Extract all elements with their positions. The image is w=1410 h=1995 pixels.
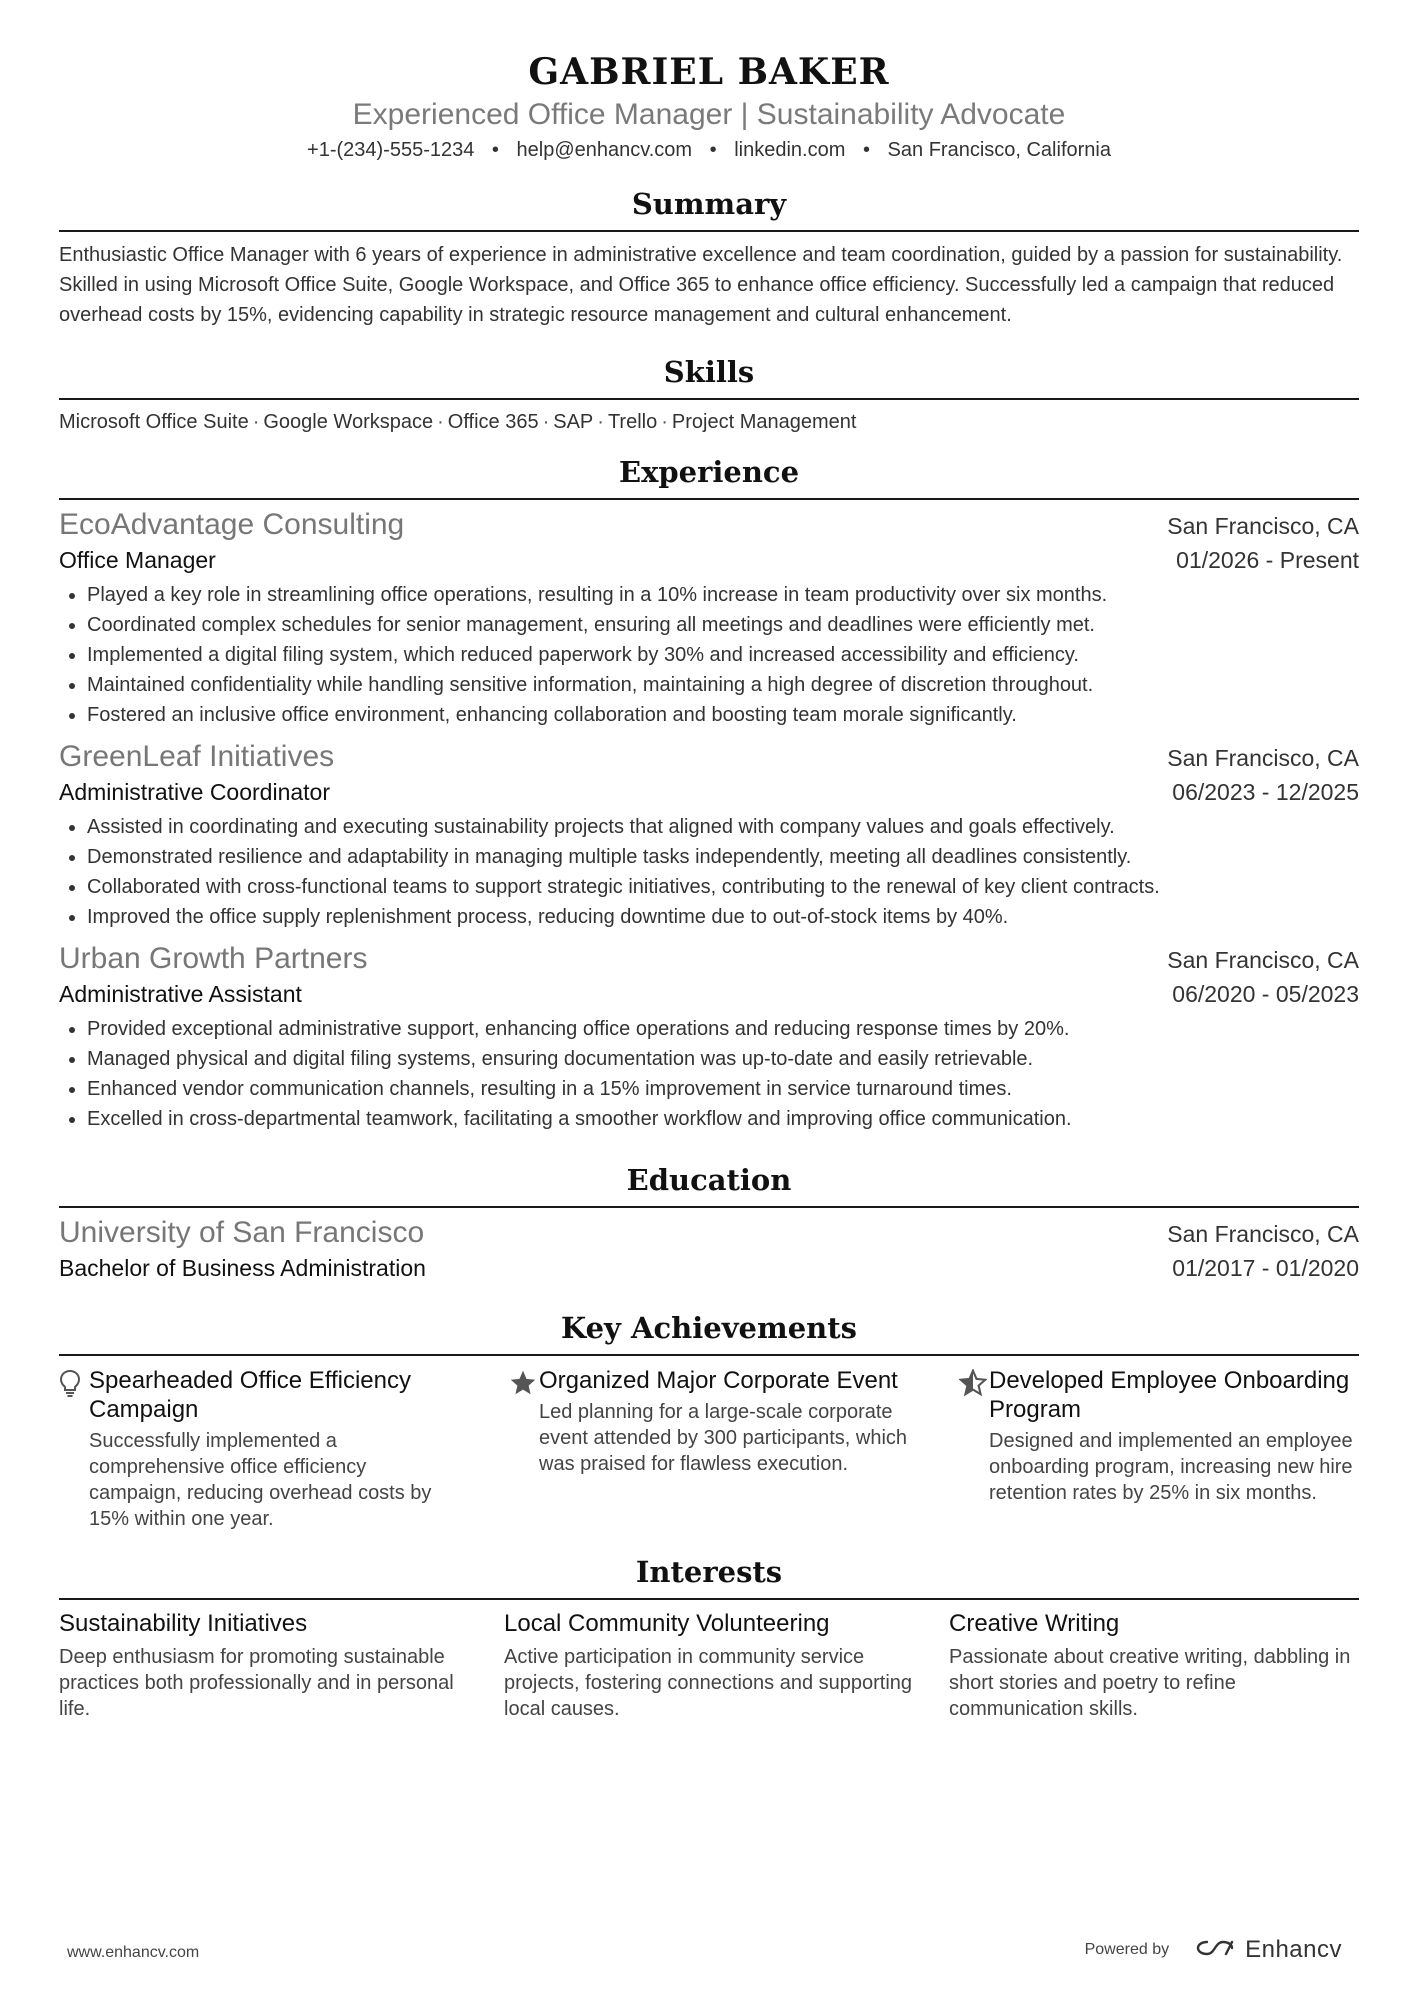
job-title: Administrative Assistant — [59, 981, 302, 1007]
interest-title: Local Community Volunteering — [504, 1610, 830, 1637]
footer-website-link[interactable]: www.enhancv.com — [67, 1944, 200, 1961]
achievement-title: Spearheaded Office Efficiency Campaign — [89, 1367, 411, 1423]
company-name: Urban Growth Partners — [59, 942, 368, 975]
section-divider — [59, 230, 1359, 232]
resume-page — [59, 0, 1359, 1722]
section-title-education: Education — [626, 1163, 792, 1197]
skill-separator: · — [542, 411, 550, 433]
job-location: San Francisco, CA — [1167, 745, 1359, 771]
skills-section — [59, 352, 1359, 436]
half-star-icon — [959, 1369, 989, 1532]
job-bullet: • Fostered an inclusive office environment, enhancing collaboration and boosting team morale significantly. — [87, 700, 1359, 730]
job-bullet: • Implemented a digital filing system, which reduced paperwork by 30% and increased accessibility and efficiency. — [87, 640, 1359, 670]
achievement-item — [59, 1366, 459, 1532]
job-bullet: • Assisted in coordinating and executing sustainability projects that aligned with company values and goals effectively. — [87, 812, 1359, 842]
achievement-desc: Led planning for a large-scale corporate event attended by 300 participants, which was praised for flawless execution. — [539, 1401, 908, 1475]
contact-separator: • — [491, 139, 499, 161]
job-bullet: • Improved the office supply replenishment process, reducing downtime due to out-of-stock items by 40%. — [87, 902, 1359, 932]
job-location: San Francisco, CA — [1167, 513, 1359, 539]
experience-section — [59, 452, 1359, 1134]
job-title: Office Manager — [59, 547, 216, 573]
section-title-interests: Interests — [635, 1555, 783, 1589]
star-icon — [509, 1369, 539, 1532]
job-entry — [59, 940, 1359, 1134]
skill-separator: · — [252, 411, 260, 433]
education-section — [59, 1160, 1359, 1284]
achievements-section — [59, 1308, 1359, 1532]
section-title-skills: Skills — [663, 355, 755, 389]
skill-item: Microsoft Office Suite — [59, 411, 249, 433]
job-bullet: • Provided exceptional administrative support, enhancing office operations and reducing response times by 20%. — [87, 1014, 1359, 1044]
skill-item: Google Workspace — [263, 411, 434, 433]
job-dates: 01/2026 - Present — [1176, 547, 1359, 573]
job-bullet: • Excelled in cross-departmental teamwork, facilitating a smoother workflow and improving office communication. — [87, 1104, 1359, 1134]
powered-by-label: Powered by — [1084, 1941, 1170, 1958]
job-bullets — [59, 812, 1359, 932]
interest-item — [504, 1608, 914, 1722]
achievement-desc: Designed and implemented an employee onboarding program, increasing new hire retention rates by 25% in six months. — [989, 1430, 1353, 1504]
location-text: San Francisco, California — [887, 139, 1111, 161]
skill-item: SAP — [553, 411, 594, 433]
job-bullets — [59, 1014, 1359, 1134]
degree-name: Bachelor of Business Administration — [59, 1255, 426, 1281]
enhancv-logo-icon — [1193, 1937, 1237, 1964]
job-bullets — [59, 580, 1359, 730]
achievement-title: Developed Employee Onboarding Program — [989, 1367, 1350, 1423]
skill-item: Office 365 — [447, 411, 539, 433]
contact-separator: • — [862, 139, 870, 161]
section-divider — [59, 398, 1359, 400]
job-entry — [59, 506, 1359, 730]
skills-list — [59, 408, 1359, 436]
job-dates: 06/2020 - 05/2023 — [1172, 981, 1359, 1007]
interest-title: Sustainability Initiatives — [59, 1610, 308, 1637]
company-name: GreenLeaf Initiatives — [59, 740, 335, 773]
resume-header — [59, 0, 1359, 164]
job-bullet: • Maintained confidentiality while handling sensitive information, maintaining a high degree of discretion throughout. — [87, 670, 1359, 700]
section-divider — [59, 1206, 1359, 1208]
interest-desc: Deep enthusiasm for promoting sustainable practices both professionally and in personal life. — [59, 1646, 454, 1720]
job-entry — [59, 738, 1359, 932]
section-title-experience: Experience — [618, 455, 800, 489]
job-bullet: • Demonstrated resilience and adaptability in managing multiple tasks independently, meeting all deadlines consistently. — [87, 842, 1359, 872]
job-bullet: • Coordinated complex schedules for senior management, ensuring all meetings and deadlines were efficiently met. — [87, 610, 1359, 640]
job-dates: 06/2023 - 12/2025 — [1172, 779, 1359, 805]
school-location: San Francisco, CA — [1167, 1221, 1359, 1247]
skill-separator: · — [597, 411, 604, 433]
job-title: Administrative Coordinator — [59, 779, 331, 805]
skill-separator: · — [437, 411, 444, 433]
lightbulb-icon — [59, 1369, 89, 1532]
job-bullet: • Enhanced vendor communication channels, resulting in a 15% improvement in service turnaround times. — [87, 1074, 1359, 1104]
summary-text: Enthusiastic Office Manager with 6 years of experience in administrative excellence and team coordination, guided by a passion for sustainability. Skilled in using Microsoft Office Suite, Google Workspace, and Office 365 to enhance office efficiency. Successfully led a campaign that reduced overhead costs by 15%, evidencing capability in strategic resource management and cultural enhancement. — [59, 244, 1343, 326]
section-divider — [59, 1598, 1359, 1600]
skill-separator: · — [661, 411, 668, 433]
interest-desc: Passionate about creative writing, dabbling in short stories and poetry to refine communication skills. — [949, 1646, 1351, 1720]
email-link[interactable]: help@enhancv.com — [516, 139, 693, 161]
footer-branding — [1085, 1936, 1342, 1964]
job-bullet: • Played a key role in streamlining office operations, resulting in a 10% increase in team productivity over six months. — [87, 580, 1359, 610]
contact-separator: • — [709, 139, 717, 161]
job-bullet: • Managed physical and digital filing systems, ensuring documentation was up-to-date and easily retrievable. — [87, 1044, 1359, 1074]
contact-line — [59, 136, 1359, 164]
summary-section — [59, 184, 1359, 330]
education-dates: 01/2017 - 01/2020 — [1172, 1255, 1359, 1281]
interest-desc: Active participation in community service projects, fostering connections and supporting local causes. — [504, 1646, 913, 1720]
section-title-achievements: Key Achievements — [561, 1311, 857, 1345]
skill-item: Trello — [607, 411, 658, 433]
section-divider — [59, 498, 1359, 500]
interest-item — [949, 1608, 1359, 1722]
achievement-title: Organized Major Corporate Event — [539, 1367, 898, 1394]
company-name: EcoAdvantage Consulting — [59, 508, 405, 541]
education-entry — [59, 1214, 1359, 1284]
skill-item: Project Management — [671, 411, 857, 433]
achievement-desc: Successfully implemented a comprehensive office efficiency campaign, reducing overhead costs by 15% within one year. — [89, 1430, 432, 1530]
interest-title: Creative Writing — [949, 1610, 1120, 1637]
section-divider — [59, 1354, 1359, 1356]
candidate-headline: Experienced Office Manager | Sustainability Advocate — [352, 98, 1066, 131]
linkedin-link[interactable]: linkedin.com — [734, 139, 846, 161]
interest-item — [59, 1608, 469, 1722]
phone-number: +1-(234)-555-1234 — [307, 139, 475, 161]
interests-section — [59, 1552, 1359, 1722]
section-title-summary: Summary — [631, 187, 787, 221]
job-bullet: • Collaborated with cross-functional teams to support strategic initiatives, contributing to the renewal of key client contracts. — [87, 872, 1359, 902]
school-name: University of San Francisco — [59, 1216, 425, 1249]
achievement-item — [509, 1366, 909, 1532]
candidate-name: GABRIEL BAKER — [528, 51, 890, 93]
enhancv-brand-name: Enhancv — [1245, 1936, 1342, 1963]
achievement-item — [959, 1366, 1359, 1532]
job-location: San Francisco, CA — [1167, 947, 1359, 973]
